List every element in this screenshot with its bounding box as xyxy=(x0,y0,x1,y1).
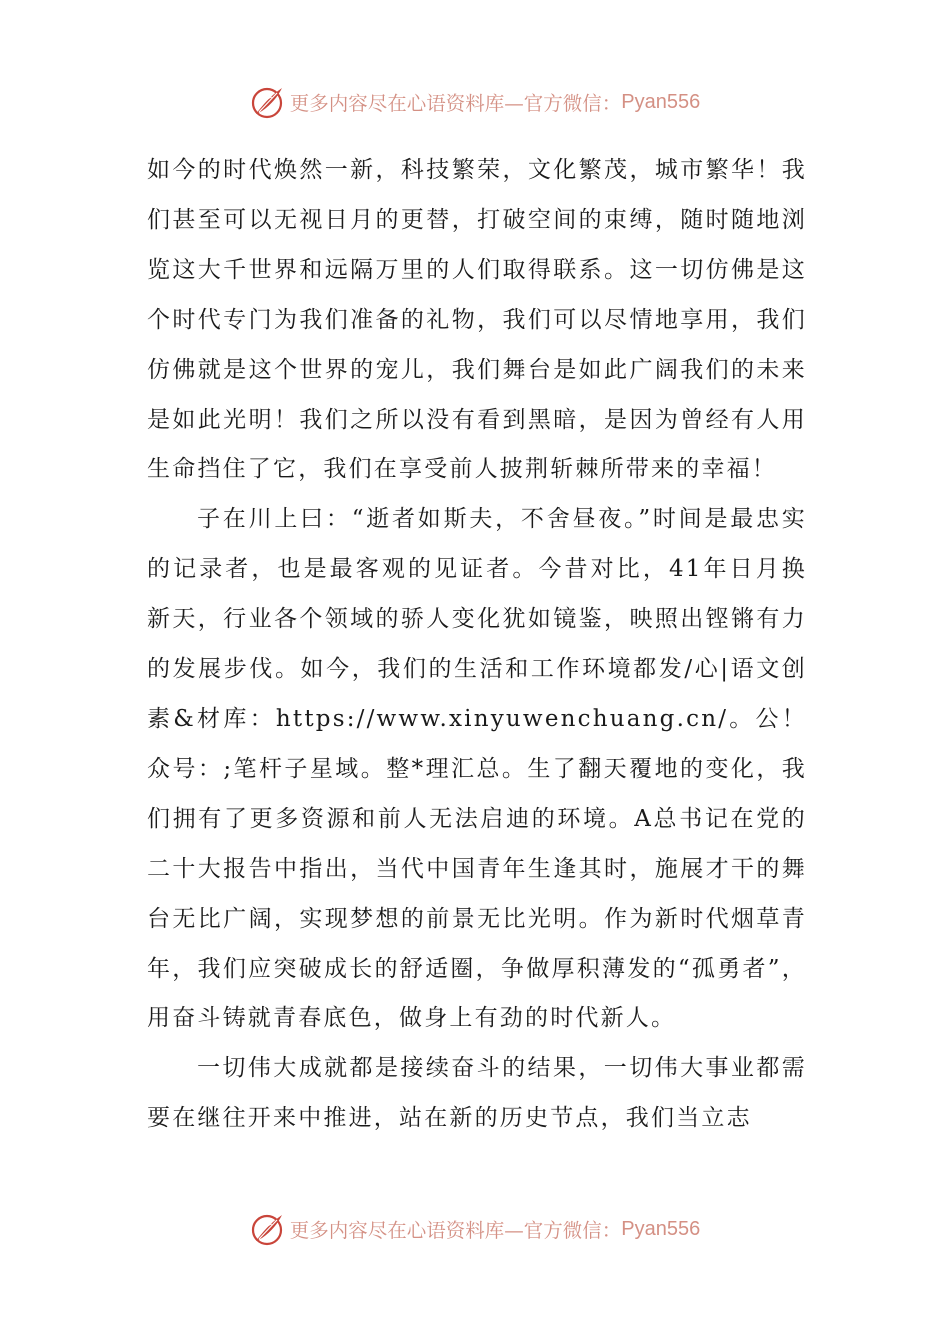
document-body xyxy=(147,146,807,1144)
header-text: 更多内容尽在心语资料库—官方微信： xyxy=(289,92,622,115)
quill-pen-logo-icon xyxy=(250,1211,286,1247)
footer-banner xyxy=(0,1207,950,1251)
paragraph-3: 一切伟大成就都是接续奋斗的结果，一切伟大事业都需要在继往开来中推进，站在新的历史节点，我们当立志 xyxy=(147,1055,807,1132)
header-banner xyxy=(0,80,950,124)
footer-contact: Pyan556 xyxy=(621,1217,701,1240)
paragraph-1: 如今的时代焕然一新，科技繁荣，文化繁茂，城市繁华！我们甚至可以无视日月的更替，打破空间的束缚，随时随地浏览这大千世界和远隔万里的人们取得联系。这一切仿佛是这个时代专门为我们准备的礼物，我们可以尽情地享用，我们仿佛就是这个世界的宠儿，我们舞台是如此广阔我们的未来是如此光明！我们之所以没有看到黑暗，是因为曾经有人用生命挡住了它，我们在享受前人披荆斩棘所带来的幸福！ xyxy=(147,157,807,483)
footer-text: 更多内容尽在心语资料库—官方微信： xyxy=(289,1219,622,1242)
quill-pen-logo-icon xyxy=(250,84,286,120)
header-contact: Pyan556 xyxy=(621,90,701,113)
paragraph-2: 子在川上曰：“逝者如斯夫，不舍昼夜。”时间是最忠实的记录者，也是最客观的见证者。今昔对比，41年日月换新天，行业各个领域的骄人变化犹如镜鉴，映照出铿锵有力的发展步伐。如今，我们的生活和工作环境都发/心|语文创素&材库：https://www.xinyuwenchuang.cn/。公！众号：;笔杆子星域。整*理汇总。生了翻天覆地的变化，我们拥有了更多资源和前人无法启迪的环境。A总书记在党的二十大报告中指出，当代中国青年生逢其时，施展才干的舞台无比广阔，实现梦想的前景无比光明。作为新时代烟草青年，我们应突破成长的舒适圈，争做厚积薄发的“孤勇者”，用奋斗铸就青春底色，做身上有劲的时代新人。 xyxy=(147,506,807,1032)
